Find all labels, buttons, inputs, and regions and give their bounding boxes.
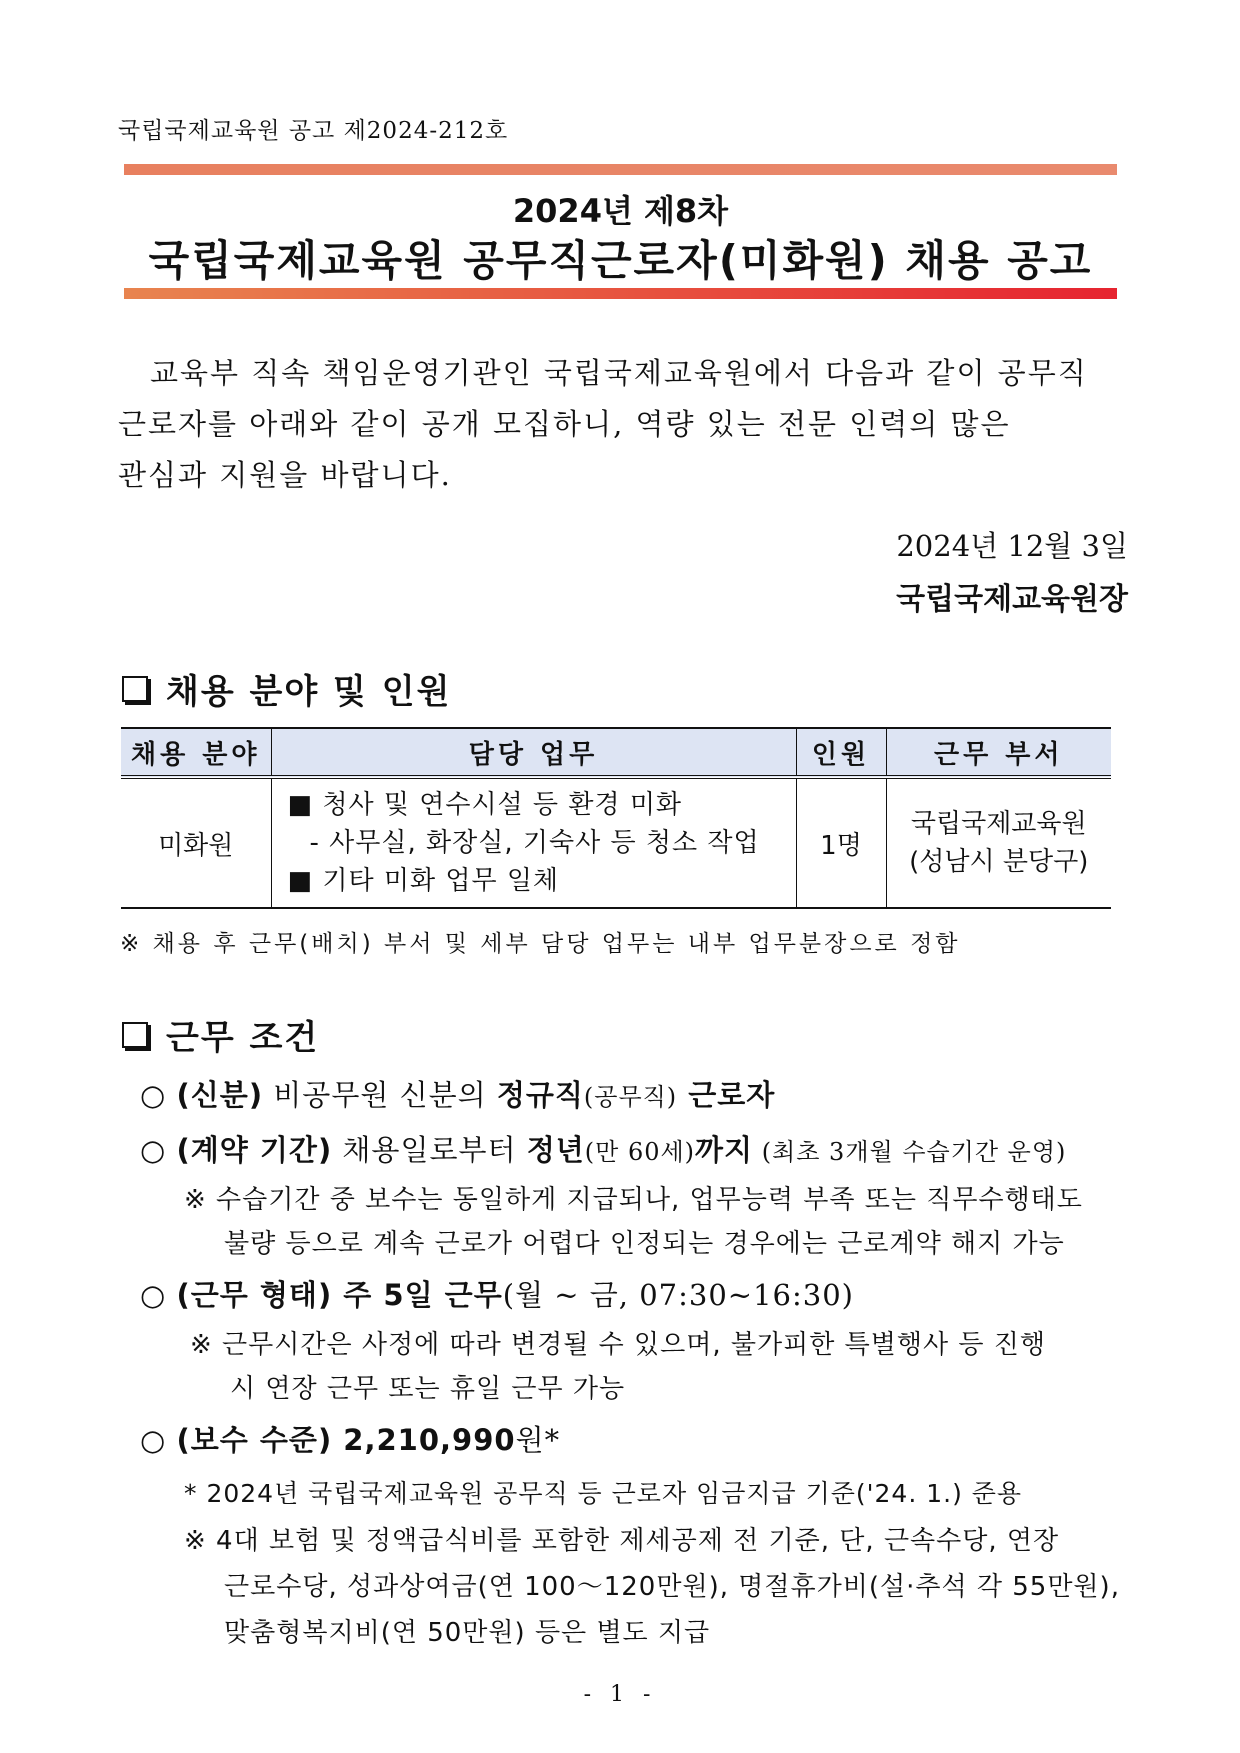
status-text: 비공무원 신분의: [263, 1078, 497, 1112]
cell-dept: [886, 777, 1111, 908]
condition-pay: [140, 1418, 560, 1459]
work-type-note-line1: ※ 근무시간은 사정에 따라 변경될 수 있으며, 불가피한 특별행사 등 진행: [190, 1330, 1046, 1360]
section-conditions-heading: [118, 1010, 319, 1059]
notice-number: 국립국제교육원 공고 제2024-212호: [118, 118, 509, 144]
table-header-row: [121, 728, 1111, 777]
cell-count: 1명: [796, 777, 886, 908]
header-duties: 담당 업무: [271, 728, 796, 777]
contract-note-line1: ※ 수습기간 중 보수는 동일하게 지급되나, 업무능력 부족 또는 직무수행태도: [184, 1185, 1083, 1215]
bullet-circle-icon: ○: [140, 1133, 167, 1167]
contract-note-line2: 불량 등으로 계속 근로가 어렵다 인정되는 경우에는 근로계약 해지 가능: [224, 1229, 1065, 1259]
page-number: - 1 -: [583, 1682, 657, 1707]
notice-date: 2024년 12월 3일: [896, 529, 1128, 563]
contract-until: 까지: [695, 1133, 754, 1167]
title-line1: 2024년 제8차: [512, 192, 729, 230]
checkbox-square-icon: [122, 1022, 148, 1048]
section-recruitment-title: 채용 분야 및 인원: [166, 672, 452, 712]
issuer: 국립국제교육원장: [896, 582, 1128, 617]
intro-paragraph: [118, 348, 1128, 501]
bullet-circle-icon: ○: [140, 1278, 167, 1312]
contract-label: (계약 기간): [176, 1133, 333, 1167]
cell-duties: [271, 777, 796, 908]
page-title: 국립국제교육원 공무직근로자(미화원) 채용 공고: [148, 236, 1093, 285]
contract-text: 채용일로부터: [332, 1133, 527, 1167]
checkbox-square-icon: [122, 676, 148, 702]
recruitment-note: ※ 채용 후 근무(배치) 부서 및 세부 담당 업무는 내부 업무분장으로 정함: [120, 931, 961, 957]
work-type-hours: (월 ~ 금, 07:30~16:30): [502, 1278, 854, 1312]
title-bottom-bar: [124, 288, 1117, 299]
duty-item: ■ 기타 미화 업무 일체: [287, 866, 560, 896]
duty-subitem: - 사무실, 화장실, 기숙사 등 청소 작업: [309, 828, 760, 858]
pay-note-line1: ※ 4대 보험 및 정액급식비를 포함한 제세공제 전 기준, 단, 근속수당, 연장: [184, 1526, 1060, 1556]
pay-unit: 원*: [515, 1423, 561, 1457]
pay-label: (보수 수준) 2,210,990: [176, 1423, 516, 1457]
pay-note-line2: 근로수당, 성과상여금(연 100～120만원), 명절휴가비(설·추석 각 55만원),: [224, 1572, 1120, 1602]
table-row: [121, 777, 1111, 908]
contract-retire: 정년: [526, 1133, 585, 1167]
work-type-label: (근무 형태) 주 5일 근무: [176, 1278, 503, 1312]
contract-small: (만 60세): [584, 1138, 696, 1166]
status-regular: 정규직: [496, 1078, 584, 1112]
status-small: (공무직): [583, 1083, 678, 1111]
status-label: (신분): [176, 1078, 264, 1112]
section-conditions-title: 근무 조건: [166, 1018, 320, 1058]
intro-line2: 근로자를 아래와 같이 공개 모집하니, 역량 있는 전문 인력의 많은: [118, 407, 1011, 441]
duty-item: ■ 청사 및 연수시설 등 환경 미화: [287, 790, 683, 820]
bullet-circle-icon: ○: [140, 1423, 167, 1457]
header-dept: 근무 부서: [886, 728, 1111, 777]
title-top-bar: [124, 164, 1117, 175]
intro-line3: 관심과 지원을 바랍니다.: [118, 458, 452, 492]
header-field: 채용 분야: [121, 728, 271, 777]
contract-probation: (최초 3개월 수습기간 운영): [753, 1138, 1067, 1166]
cell-field: 미화원: [121, 777, 271, 908]
pay-footnote: * 2024년 국립국제교육원 공무직 등 근로자 임금지급 기준('24. 1.) 준용: [184, 1479, 1023, 1508]
bullet-circle-icon: ○: [140, 1078, 167, 1112]
dept-line1: 국립국제교육원: [910, 809, 1087, 839]
condition-contract: [140, 1128, 1066, 1169]
recruitment-table: [121, 727, 1111, 909]
dept-line2: (성남시 분당구): [909, 847, 1089, 877]
header-count: 인원: [796, 728, 886, 777]
condition-status: [140, 1073, 775, 1114]
section-recruitment-heading: [118, 664, 451, 713]
pay-note-line3: 맞춤형복지비(연 50만원) 등은 별도 지급: [224, 1618, 711, 1648]
work-type-note-line2: 시 연장 근무 또는 휴일 근무 가능: [230, 1374, 626, 1404]
status-worker: 근로자: [677, 1078, 776, 1112]
intro-line1: 교육부 직속 책임운영기관인 국립국제교육원에서 다음과 같이 공무직: [150, 356, 1088, 390]
condition-work-type: [140, 1273, 854, 1314]
